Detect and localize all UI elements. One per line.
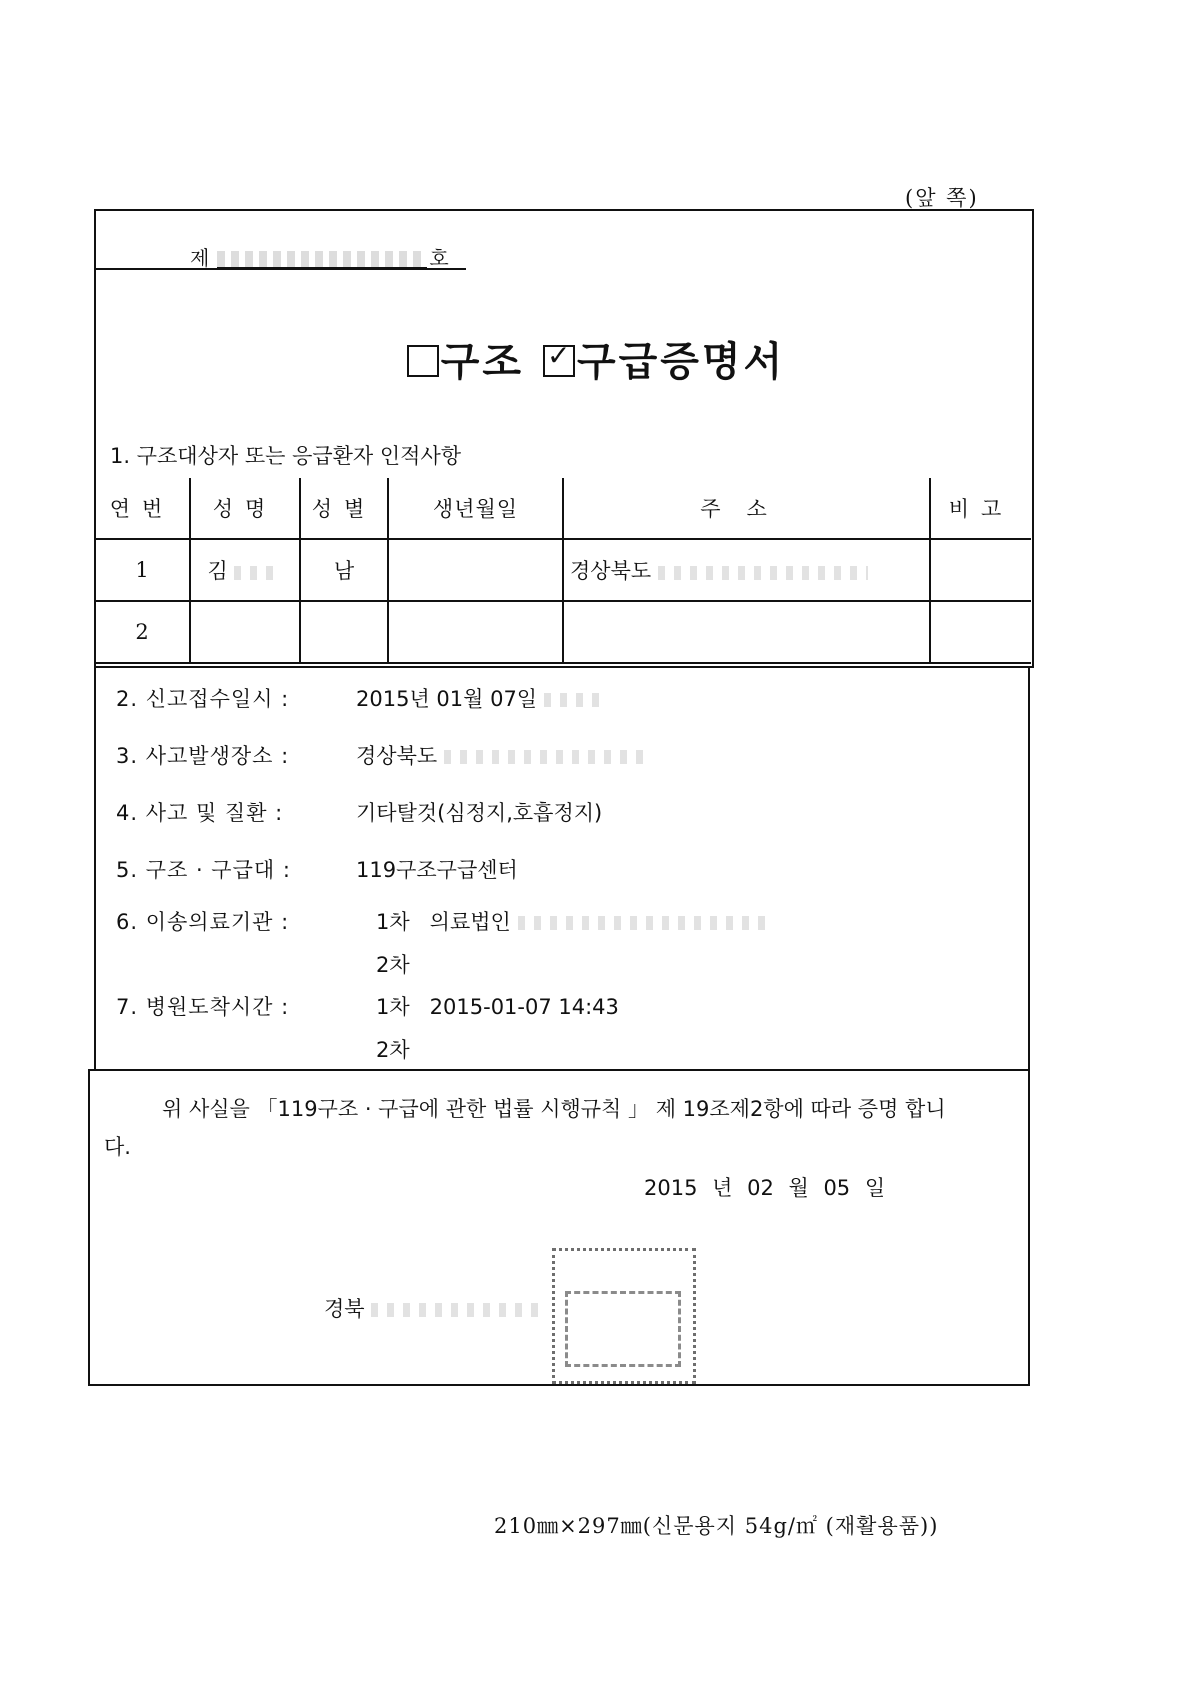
- emergency-certificate-label: 구급증명서: [577, 339, 786, 385]
- header-name: 성명: [190, 478, 300, 539]
- doc-number-prefix: 제: [190, 246, 210, 270]
- field-label: 6. 이송의료기관 :: [116, 910, 290, 934]
- cell-note: [930, 539, 1031, 601]
- cell-name: [190, 601, 300, 663]
- field-value: 기타탈것(심정지,호흡정지): [356, 801, 603, 825]
- redacted-issuer: [371, 1303, 541, 1317]
- rescue-label: 구조: [440, 339, 525, 385]
- field-rescue-unit: [116, 854, 518, 884]
- table-row: [95, 601, 1031, 663]
- issuer-visible: 경북: [324, 1297, 365, 1321]
- emergency-checkbox-checked: [543, 345, 575, 377]
- field-value: 1차 2015-01-07 14:43: [376, 995, 619, 1019]
- field-transfer-institution: [116, 906, 768, 936]
- header-note: 비고: [930, 478, 1031, 539]
- field-value: 2015년 01월 07일: [356, 687, 538, 711]
- transfer-second-label: 2차: [376, 953, 410, 977]
- field-label: 7. 병원도착시간 :: [116, 995, 290, 1019]
- seal-inner-border: [565, 1291, 681, 1367]
- header-serial: 연번: [95, 478, 190, 539]
- cell-sex: 남: [300, 539, 388, 601]
- field-accident-illness: [116, 797, 602, 827]
- redacted-location: [444, 750, 644, 764]
- name-visible: 김: [207, 559, 228, 583]
- field-value: 경상북도: [356, 744, 438, 768]
- field-value: 1차 의료법인: [376, 910, 511, 934]
- table-row: [95, 539, 1031, 601]
- paper-spec-footer: 210㎜×297㎜(신문용지 54g/㎡ (재활용품)): [494, 1514, 939, 1538]
- header-birthdate: 생년월일: [388, 478, 563, 539]
- field-value: 119구조구급센터: [356, 858, 518, 882]
- section-personal-info-title: 1. 구조대상자 또는 응급환자 인적사항: [110, 444, 462, 468]
- cell-birthdate: [388, 601, 563, 663]
- official-seal-stamp: [552, 1248, 696, 1384]
- front-page-label: (앞 쪽): [905, 186, 979, 210]
- document-title: [0, 330, 1190, 387]
- field-label: 5. 구조 · 구급대 :: [116, 858, 291, 882]
- certification-statement: 위 사실을 「119구조 · 구급에 관한 법률 시행규칙 」 제 19조제2항에 따라 증명 합니다.: [104, 1097, 946, 1159]
- table-header-row: [95, 478, 1031, 539]
- cell-note: [930, 601, 1031, 663]
- address-visible: 경상북도: [570, 559, 652, 583]
- cell-address: [563, 539, 930, 601]
- cell-serial: 1: [95, 539, 190, 601]
- redacted-address: [658, 566, 868, 580]
- cell-birthdate: [388, 539, 563, 601]
- field-report-datetime: [116, 683, 604, 713]
- redacted-time: [544, 693, 604, 707]
- issuer-name: [324, 1293, 541, 1323]
- certification-date: 2015 년 02 월 05 일: [644, 1176, 886, 1200]
- field-label: 2. 신고접수일시 :: [116, 687, 290, 711]
- redacted-name: [234, 566, 282, 580]
- cell-sex: [300, 601, 388, 663]
- redacted-hospital: [518, 916, 768, 930]
- field-hospital-arrival: [116, 991, 619, 1021]
- header-sex: 성별: [300, 478, 388, 539]
- arrival-second-label: 2차: [376, 1038, 410, 1062]
- rescue-checkbox: [407, 345, 439, 377]
- cell-name: [190, 539, 300, 601]
- cell-serial: 2: [95, 601, 190, 663]
- cell-address: [563, 601, 930, 663]
- redacted-doc-number: [217, 251, 427, 269]
- header-address: 주소: [563, 478, 930, 539]
- field-label: 4. 사고 및 질환 :: [116, 801, 284, 825]
- field-label: 3. 사고발생장소 :: [116, 744, 290, 768]
- persons-table: [95, 478, 1031, 664]
- document-number: [190, 242, 449, 271]
- field-accident-location: [116, 740, 644, 770]
- doc-number-suffix: 호: [429, 246, 449, 270]
